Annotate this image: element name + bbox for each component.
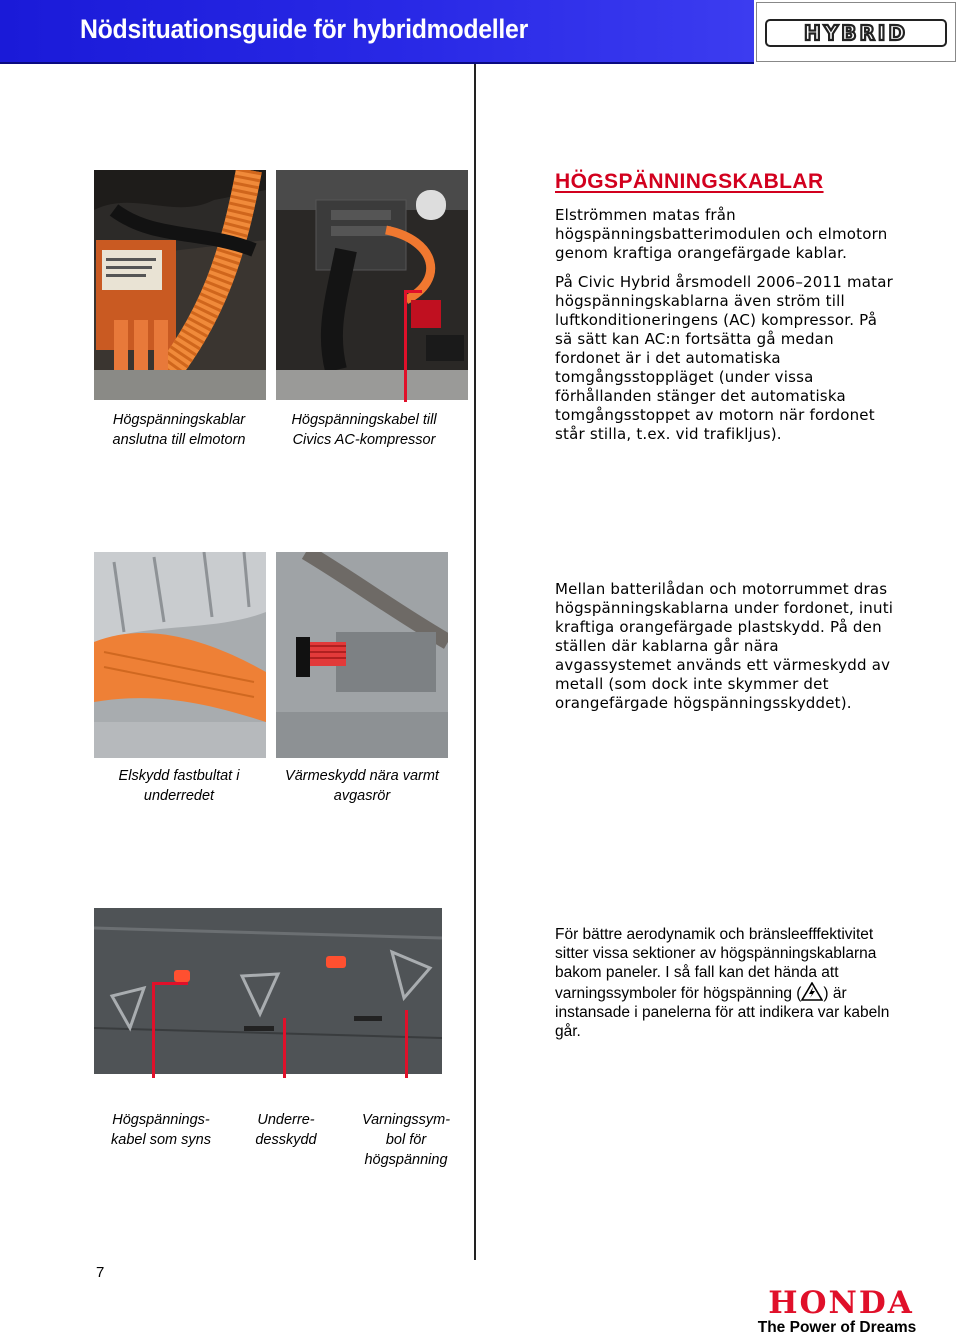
hybrid-logo <box>765 19 947 47</box>
paragraph-underbody: Mellan batterilådan och motorrummet dras högspänningskablarna under fordonet, inuti kraftiga orangefärgade plastskydd. På den ställen där kablarna går nära avgassystemet används ett värmeskydd av metall (som dock inte skymmer det orangefärgade högspänningsskyddet). <box>555 580 894 712</box>
honda-tagline: The Power of Dreams <box>757 1319 917 1336</box>
high-voltage-warning-icon <box>801 982 823 1001</box>
photo-motor-cables <box>94 170 266 400</box>
header-bar <box>0 0 754 64</box>
section-title: HÖGSPÄNNINGSKABLAR <box>555 170 824 193</box>
photo-ac-compressor <box>276 170 468 400</box>
honda-wordmark: HONDA <box>768 1285 914 1321</box>
photo-heat-shield <box>276 552 448 758</box>
caption-warning-symbol: Varningssym-bol för högspänning <box>361 1112 451 1168</box>
paragraph-civic: På Civic Hybrid årsmodell 2006–2011 matar högspänningskablarna även ström till luftkonditioneringens (AC) kompressor. På sä sätt kan AC:n fortsätta gå medan fordonet är i det automatiska tomgångsstoppläget (under vissa förhållanden stänger det automatiska tomgångsstoppet av motorn när fordonet står stilla, t.ex. vid trafikljus). <box>555 273 894 443</box>
caption-heat-shield: Värmeskydd nära varmt avgasrör <box>285 768 439 804</box>
svg-text:HYBRID: HYBRID <box>804 21 908 45</box>
photo-panels-warning <box>94 908 442 1074</box>
caption-motor-cables: Högspänningskablar anslutna till elmotorn <box>112 412 246 448</box>
caption-visible-cable: Högspännings-kabel som syns <box>111 1112 211 1148</box>
caption-underbody-shield: Elskydd fastbultat i underredet <box>118 768 240 804</box>
photo-underbody-shield <box>94 552 266 758</box>
column-divider <box>474 64 476 1260</box>
text-block-2 <box>555 580 895 723</box>
paragraph-part: För bättre aerodynamik och bränsleefffektivitet sitter vissa sektioner av högspänningskablarna bakom paneler. I så fall kan det hända att varningssymboler för högspänning ( <box>555 926 877 1002</box>
paragraph-intro: Elströmmen matas från högspänningsbatterimodulen och elmotorn genom kraftiga orangefärgade kablar. <box>555 206 888 262</box>
caption-underbody-shield-2: Underre-desskydd <box>255 1112 317 1148</box>
text-block-3 <box>555 925 895 1051</box>
paragraph-aerodynamics <box>555 925 895 1041</box>
caption-ac-compressor: Högspänningskabel till Civics AC-kompressor <box>291 412 437 448</box>
page-header <box>0 0 960 64</box>
callout-line <box>405 1010 408 1078</box>
hybrid-logo-box <box>756 2 956 62</box>
page-number: 7 <box>96 1264 105 1281</box>
callout-line <box>152 982 188 985</box>
callout-line <box>152 982 155 1078</box>
callout-line <box>404 290 407 402</box>
paragraph-part: ) är instansade i panelerna för att indikera var kabeln går. <box>555 985 890 1040</box>
honda-logo <box>726 1284 956 1336</box>
page-title: Nödsituationsguide för hybridmodeller <box>80 14 528 44</box>
callout-line <box>404 290 422 293</box>
text-block-1 <box>555 206 895 454</box>
callout-line <box>283 1018 286 1078</box>
